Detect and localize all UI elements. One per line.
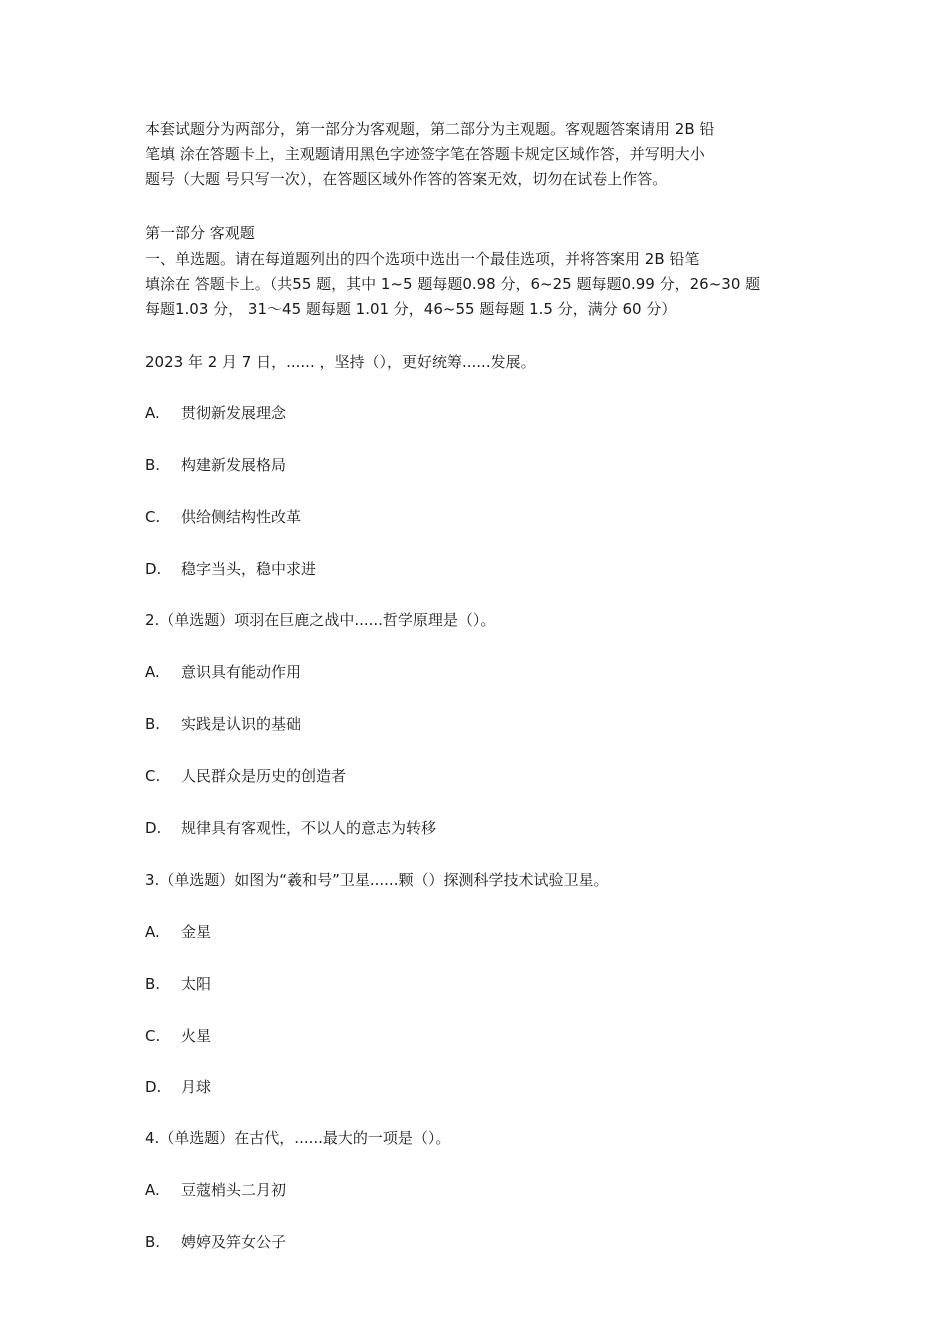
question-2-option-c	[145, 765, 346, 787]
instruction-line: 题号（大题 号只写一次），在答题区域外作答的答案无效，切勿在试卷上作答。	[145, 170, 668, 188]
option-text: 太阳	[181, 975, 212, 993]
option-text: 人民群众是历史的创造者	[181, 767, 347, 785]
option-letter: C.	[145, 508, 161, 526]
question-3-stem: 3.（单选题）如图为“羲和号”卫星......颗（）探测科学技术试验卫星。	[145, 871, 609, 889]
option-letter: D.	[145, 819, 162, 837]
option-letter: A.	[145, 663, 160, 681]
section-instruction-line: 填涂在 答题卡上。（共55 题，其中 1~5 题每题0.98 分，6~25 题每题0.99 分，26~30 题	[145, 275, 761, 293]
instruction-line: 本套试题分为两部分，第一部分为客观题，第二部分为主观题。客观题答案请用 2B 铅	[145, 120, 715, 138]
option-letter: B.	[145, 715, 161, 733]
option-text: 金星	[181, 923, 212, 941]
instruction-line: 笔填 涂在答题卡上，主观题请用黑色字迹签字笔在答题卡规定区域作答，并写明大小	[145, 145, 705, 163]
question-2-stem: 2.（单选题）项羽在巨鹿之战中......哲学原理是（）。	[145, 611, 496, 629]
question-2-option-b	[145, 713, 301, 735]
option-text: 火星	[181, 1027, 212, 1045]
section-instruction-line: 一、单选题。请在每道题列出的四个选项中选出一个最佳选项，并将答案用 2B 铅笔	[145, 250, 700, 268]
section-instruction-line: 每题1.03 分， 31～45 题每题 1.01 分，46~55 题每题 1.5 分，满分 60 分）	[145, 300, 677, 318]
question-3-option-b	[145, 973, 211, 995]
question-3-option-c	[145, 1025, 211, 1047]
option-text: 娉婷及笄女公子	[181, 1233, 287, 1251]
question-1-stem: 2023 年 2 月 7 日，...... ，坚持（），更好统筹......发展。	[145, 353, 536, 371]
option-letter: A.	[145, 1181, 160, 1199]
question-1-option-b	[145, 454, 286, 476]
question-4-option-a	[145, 1179, 286, 1201]
option-text: 豆蔻梢头二月初	[181, 1181, 287, 1199]
question-4-option-b	[145, 1231, 286, 1253]
option-letter: D.	[145, 560, 162, 578]
exam-instructions	[145, 117, 813, 192]
question-3-option-a	[145, 921, 211, 943]
option-letter: C.	[145, 767, 161, 785]
question-3-option-d	[145, 1076, 211, 1098]
option-text: 意识具有能动作用	[181, 663, 302, 681]
option-text: 稳字当头，稳中求进	[181, 560, 317, 578]
option-letter: A.	[145, 923, 160, 941]
question-1-option-d	[145, 558, 316, 580]
option-letter: B.	[145, 1233, 161, 1251]
option-text: 供给侧结构性改革	[181, 508, 302, 526]
option-text: 实践是认识的基础	[181, 715, 302, 733]
option-letter: D.	[145, 1078, 162, 1096]
option-letter: B.	[145, 456, 161, 474]
question-1-option-c	[145, 506, 301, 528]
section-instructions	[145, 247, 813, 322]
question-2-option-a	[145, 661, 301, 683]
option-letter: B.	[145, 975, 161, 993]
question-1-option-a	[145, 402, 286, 424]
option-letter: C.	[145, 1027, 161, 1045]
option-text: 构建新发展格局	[181, 456, 287, 474]
option-text: 贯彻新发展理念	[181, 404, 287, 422]
question-2-option-d	[145, 817, 436, 839]
option-letter: A.	[145, 404, 160, 422]
section-title: 第一部分 客观题	[145, 224, 255, 242]
option-text: 月球	[181, 1078, 212, 1096]
option-text: 规律具有客观性，不以人的意志为转移	[181, 819, 437, 837]
question-4-stem: 4.（单选题）在古代，......最大的一项是（）。	[145, 1129, 451, 1147]
